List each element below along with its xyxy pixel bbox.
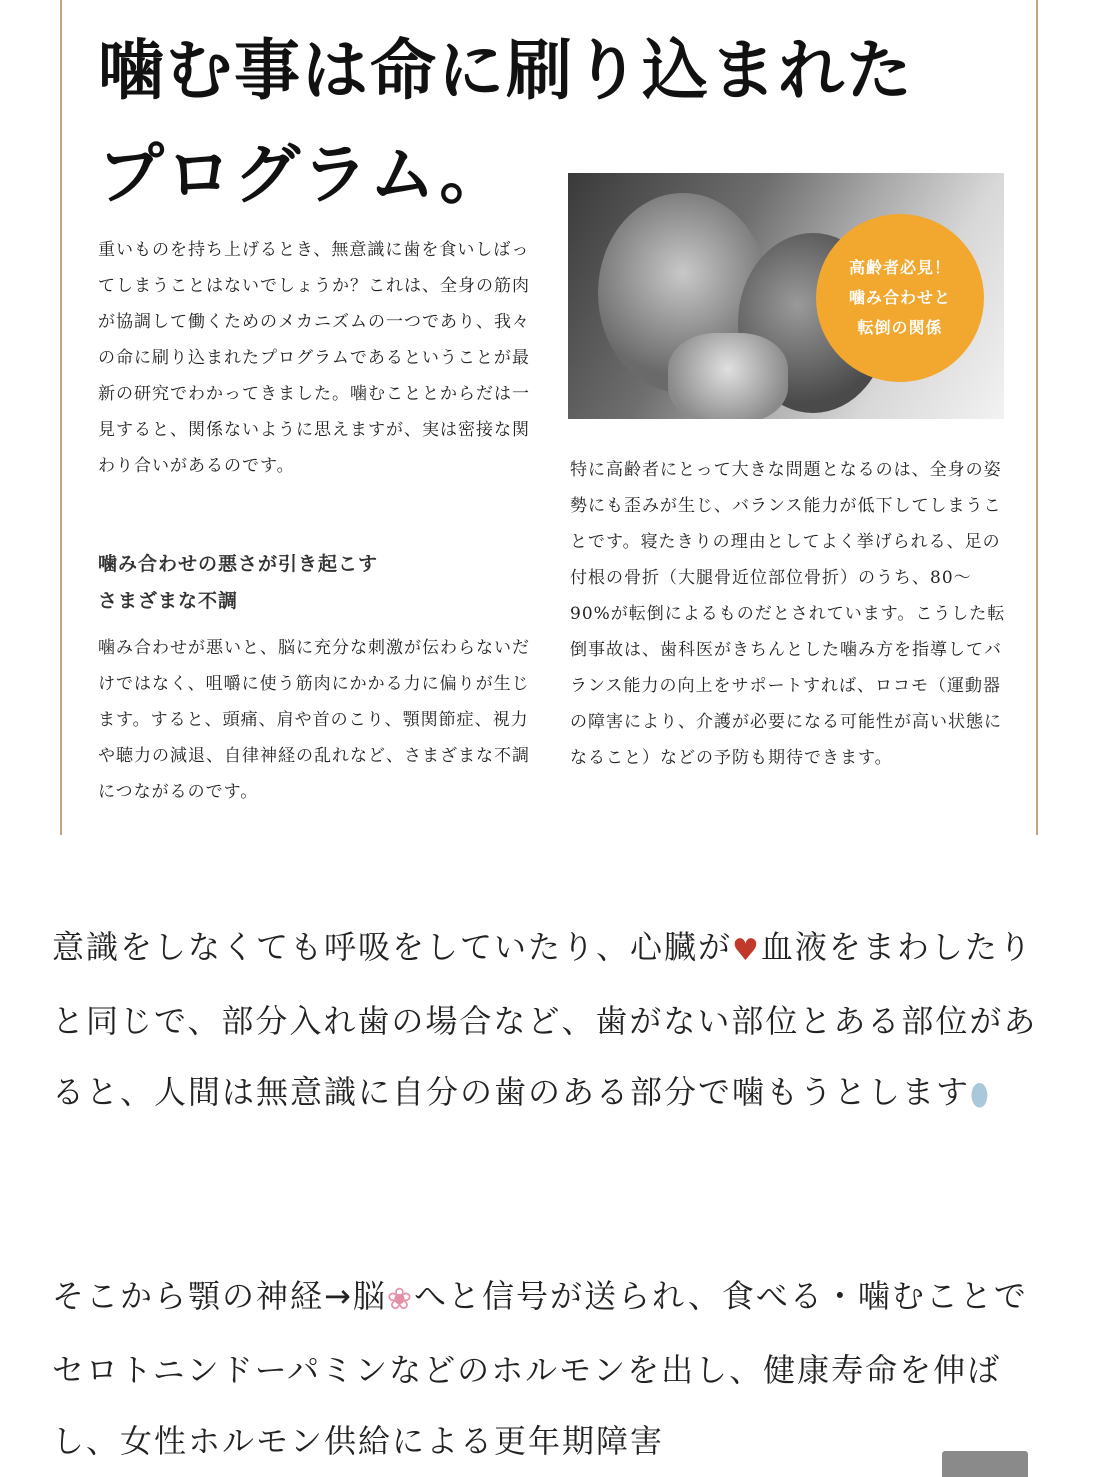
caption-paragraph-1: 意識をしなくても呼吸をしていたり、心臓が♥血液をまわしたりと同じで、部分入れ歯の場合など、歯がない部位とある部位があると、人間は無意識に自分の歯のある部分で噛もうとします⬮ <box>52 912 1052 1131</box>
headline-line-2: プログラム。 <box>98 135 508 213</box>
page-border-right <box>1036 0 1038 835</box>
article-malocclusion-paragraph: 噛み合わせが悪いと、脳に充分な刺激が伝わらないだけではなく、咀嚼に使う筋肉にかかる力に偏りが生じます。すると、頭痛、肩や首のこり、顎関節症、視力や聴力の減退、自律神経の乱れなど、さまざまな不調につながるのです。 <box>98 638 530 802</box>
bottom-corner-tab[interactable] <box>942 1451 1028 1477</box>
caption-paragraph-2: そこから顎の神経→脳❀へと信号が送られ、食べる・噛むことでセロトニンドーパミンなどのホルモンを出し、健康寿命を伸ばし、女性ホルモン供給による更年期障害 <box>52 1261 1052 1477</box>
page-border-left <box>60 0 62 835</box>
anatomical-heart-icon: ♥ <box>732 933 761 968</box>
elderly-tip-badge <box>816 214 984 382</box>
brain-icon: ❀ <box>386 1282 414 1317</box>
subheading-line-1: 噛み合わせの悪さが引き起こす <box>98 553 379 575</box>
badge-line-3: 転倒の関係 <box>857 318 943 337</box>
badge-line-1: 高齢者必見！ <box>848 258 951 277</box>
article-intro-paragraph: 重いものを持ち上げるとき、無意識に歯を食いしばってしまうことはないでしょうか？これは、全身の筋肉が協調して働くためのメカニズムの一つであり、我々の命に刷り込まれたプログラムであるということが最新の研究でわかってきました。噛むこととからだは一見すると、関係ないように思えますが、実は密接な関わり合いがあるのです。 <box>98 240 530 476</box>
badge-line-2: 噛み合わせと <box>848 288 951 307</box>
article-fall-risk-paragraph: 特に高齢者にとって大きな問題となるのは、全身の姿勢にも歪みが生じ、バランス能力が低下してしまうことです。寝たきりの理由としてよく挙げられる、足の付根の骨折（大腿骨近位部位骨折）のうち、80〜90%が転倒によるものだとされています。こうした転倒事故は、歯科医がきちんとした噛み方を指導してバランス能力の向上をサポートすれば、ロコモ（運動器の障害により、介護が必要になる可能性が高い状態になること）などの予防も期待できます。 <box>570 460 1006 768</box>
subheading-line-2: さまざまな不調 <box>98 590 239 612</box>
tooth-icon: ⬮ <box>970 1078 991 1113</box>
headline-line-1: 噛む事は命に刷り込まれた <box>98 31 914 109</box>
article-subheading <box>98 546 538 620</box>
